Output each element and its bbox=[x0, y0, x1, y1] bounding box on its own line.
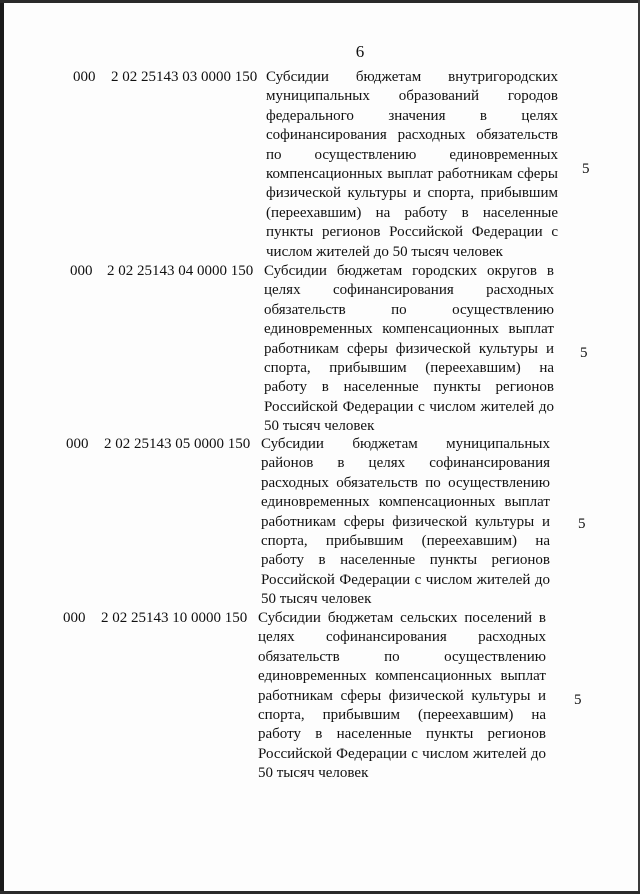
scan-edge-left bbox=[0, 0, 4, 894]
page-number: 6 bbox=[355, 42, 365, 61]
scan-edge-top bbox=[0, 0, 640, 3]
income-description: Субсидии бюджетам сельских поселений в целях софинансирования расходных обязательств по осуществлению единовременных компенсационных выплат работникам сферы физической культуры и спорта, прибывшим (переехавшим) на работу в населенные пункты регионов Российской Федерации с числом жителей до 50 тысяч человек bbox=[258, 610, 546, 782]
admin-code: 000 bbox=[63, 610, 86, 626]
income-description: Субсидии бюджетам внутригородских муниципальных образований городов федерального значения в целях софинансирования расходных обязательств по осуществлению единовременных компенсационных выплат работникам сферы физической культуры и спорта, прибывшим (переехавшим) на работу в населенные пункты регионов Российской Федерации с числом жителей до 50 тысяч человек bbox=[266, 69, 558, 260]
admin-code: 000 bbox=[66, 436, 89, 452]
allocation-norm: 5 bbox=[582, 161, 590, 177]
admin-code: 000 bbox=[70, 263, 93, 279]
budget-classification-code: 2 02 25143 10 0000 150 bbox=[101, 610, 248, 626]
allocation-norm: 5 bbox=[578, 516, 586, 532]
income-description: Субсидии бюджетам муниципальных районов в целях софинансирования расходных обязательств по осуществлению единовременных компенсационных выплат работникам сферы физической культуры и спорта, прибывшим (переехавшим) на работу в населенные пункты регионов Российской Федерации с числом жителей до 50 тысяч человек bbox=[261, 436, 550, 608]
admin-code: 000 bbox=[73, 69, 96, 85]
allocation-norm: 5 bbox=[574, 692, 582, 708]
budget-classification-code: 2 02 25143 04 0000 150 bbox=[107, 263, 254, 279]
budget-classification-code: 2 02 25143 03 0000 150 bbox=[111, 69, 258, 85]
allocation-norm: 5 bbox=[580, 345, 588, 361]
income-description: Субсидии бюджетам городских округов в целях софинансирования расходных обязательств по осуществлению единовременных компенсационных выплат работникам сферы физической культуры и спорта, прибывшим (переехавшим) на работу в населенные пункты регионов Российской Федерации с числом жителей до 50 тысяч человек bbox=[264, 263, 554, 435]
budget-classification-code: 2 02 25143 05 0000 150 bbox=[104, 436, 251, 452]
